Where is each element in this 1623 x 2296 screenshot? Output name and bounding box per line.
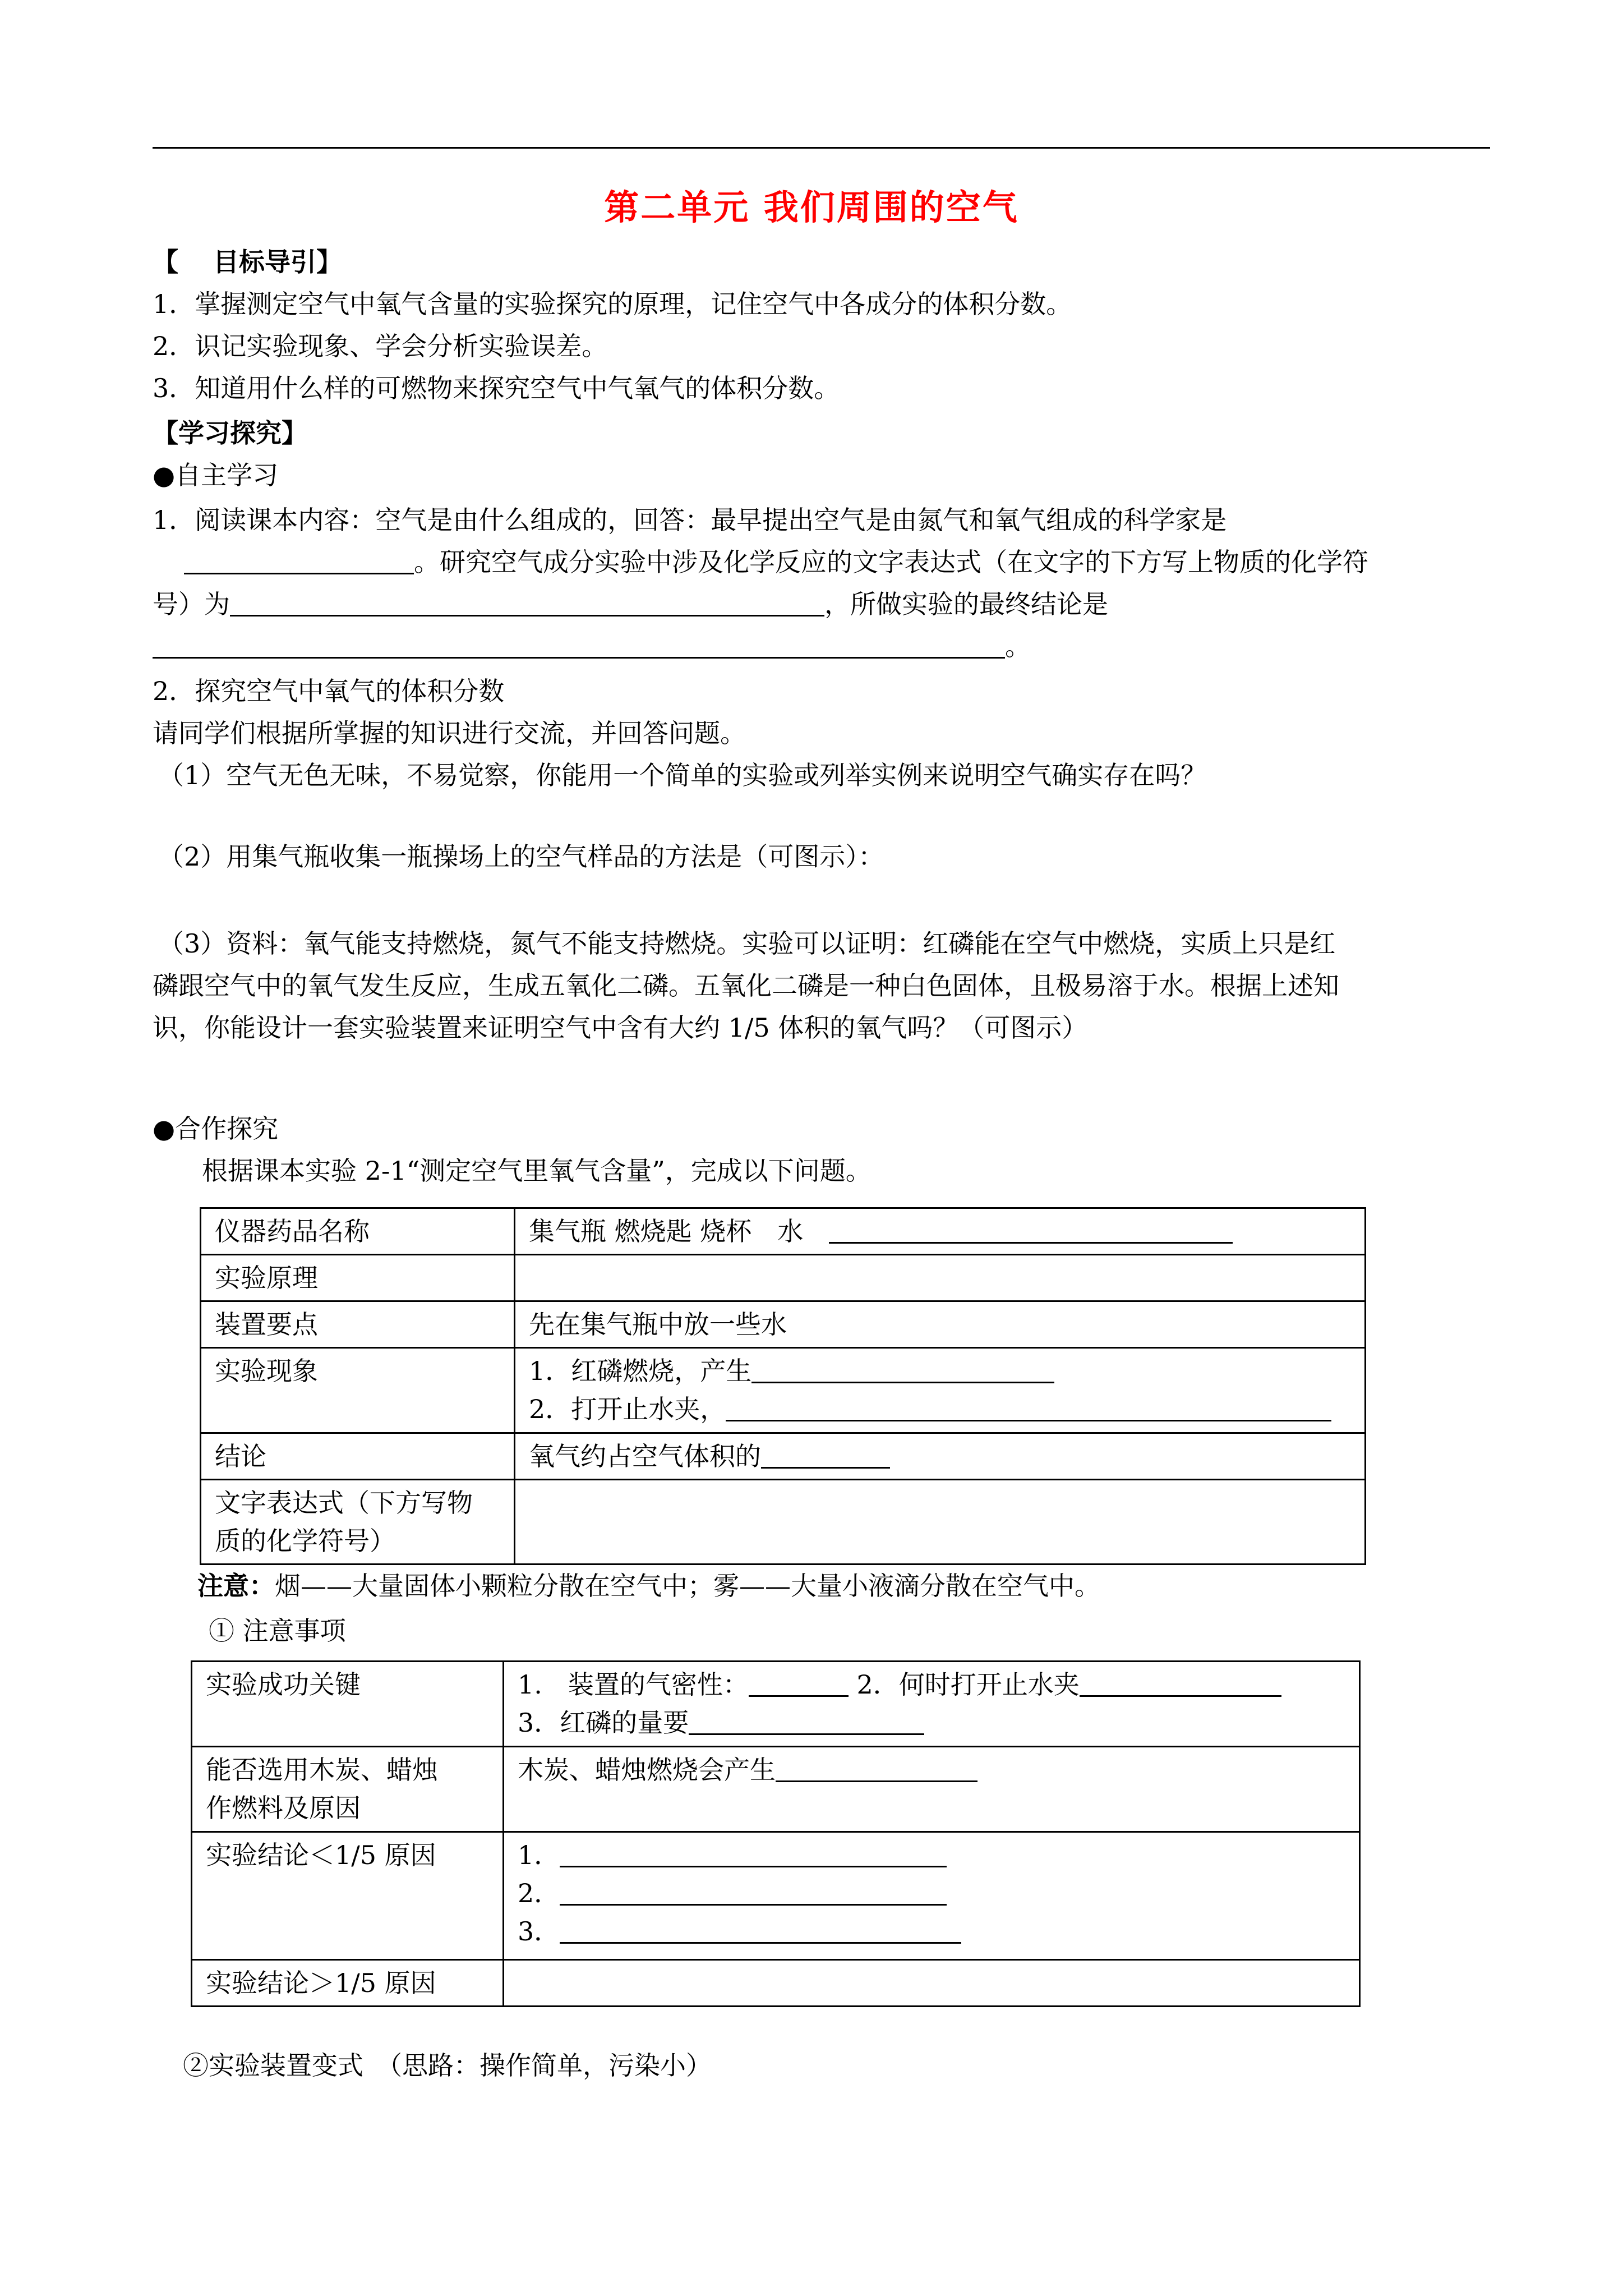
cell-value: 木炭、蜡烛燃烧会产生 bbox=[504, 1747, 1360, 1832]
cell-blank-expression[interactable] bbox=[515, 1480, 1366, 1565]
self-study-heading: ●自主学习 bbox=[153, 460, 279, 490]
blank-conclusion[interactable] bbox=[153, 634, 1005, 659]
blank-scientist[interactable] bbox=[184, 550, 414, 574]
cell-value: 集气瓶 燃烧匙 烧杯 水 bbox=[515, 1208, 1366, 1255]
cell-label: 实验结论＞1/5 原因 bbox=[192, 1960, 504, 2007]
blank-apparatus[interactable] bbox=[829, 1220, 1233, 1244]
cell-blank-principle[interactable] bbox=[515, 1255, 1366, 1301]
study-heading: 【学习探究】 bbox=[153, 418, 307, 448]
cell-label: 仪器药品名称 bbox=[201, 1208, 515, 1255]
cell-value: 先在集气瓶中放一些水 bbox=[515, 1301, 1366, 1348]
blank-byproduct[interactable] bbox=[776, 1758, 978, 1782]
q2-2: （2）用集气瓶收集一瓶操场上的空气样品的方法是（可图示）： bbox=[158, 841, 884, 872]
experiment-table bbox=[200, 1207, 1366, 1565]
q2-1: （1）空气无色无味，不易觉察，你能用一个简单的实验或列举实例来说明空气确实存在吗？ bbox=[158, 760, 1207, 790]
blank-open-clamp[interactable] bbox=[1080, 1673, 1281, 1697]
q1-line-2: 。研究空气成分实验中涉及化学反应的文字表达式（在文字的下方写上物质的化学符 bbox=[153, 547, 1368, 578]
blank-phenomenon-2[interactable] bbox=[726, 1397, 1331, 1421]
cell-label: 结论 bbox=[201, 1433, 515, 1480]
coop-heading: ●合作探究 bbox=[153, 1114, 279, 1144]
blank-equation[interactable] bbox=[230, 592, 824, 616]
cell-label: 实验结论＜1/5 原因 bbox=[192, 1832, 504, 1960]
blank-phenomenon-1[interactable] bbox=[751, 1359, 1054, 1383]
blank-phosphorus-amount[interactable] bbox=[689, 1711, 924, 1735]
blank-reason-2[interactable] bbox=[560, 1881, 947, 1906]
cell-label: 能否选用木炭、蜡烛 作燃料及原因 bbox=[192, 1747, 504, 1832]
cell-label: 实验原理 bbox=[201, 1255, 515, 1301]
q1-line-1: 1．阅读课本内容：空气是由什么组成的，回答：最早提出空气是由氮气和氧气组成的科学家是 bbox=[153, 505, 1227, 535]
blank-airtightness[interactable] bbox=[749, 1673, 849, 1697]
goal-item-3: 3．知道用什么样的可燃物来探究空气中气氧气的体积分数。 bbox=[153, 373, 840, 403]
q2-3-line-3: 识，你能设计一套实验装置来证明空气中含有大约 1/5 体积的氧气吗？（可图示） bbox=[153, 1013, 1088, 1043]
page-title: 第二单元 我们周围的空气 bbox=[604, 187, 1019, 228]
note: 注意：烟——大量固体小颗粒分散在空气中；雾——大量小液滴分散在空气中。 bbox=[197, 1571, 1100, 1601]
q2-title: 2．探究空气中氧气的体积分数 bbox=[153, 676, 505, 706]
notes-table bbox=[191, 1660, 1361, 2007]
cell-blank-over-fifth[interactable] bbox=[504, 1960, 1360, 2007]
cell-label: 实验现象 bbox=[201, 1348, 515, 1433]
blank-reason-3[interactable] bbox=[560, 1920, 961, 1944]
blank-reason-1[interactable] bbox=[560, 1843, 947, 1867]
blank-conclusion-fraction[interactable] bbox=[761, 1444, 890, 1469]
section-1-heading: ① 注意事项 bbox=[209, 1616, 346, 1646]
cell-value: 1．红磷燃烧，产生 2．打开止水夹， bbox=[515, 1348, 1366, 1433]
q1-line-3: 号）为 ，所做实验的最终结论是 bbox=[153, 589, 1108, 619]
goal-item-1: 1．掌握测定空气中氧气含量的实验探究的原理，记住空气中各成分的体积分数。 bbox=[153, 289, 1072, 319]
goal-item-2: 2．识记实验现象、学会分析实验误差。 bbox=[153, 331, 608, 361]
cell-value: 1． 2． 3． bbox=[504, 1832, 1360, 1960]
q2-3-line-1: （3）资料：氧气能支持燃烧，氮气不能支持燃烧。实验可以证明：红磷能在空气中燃烧，实质上只是红 bbox=[158, 928, 1336, 959]
section-2-heading: ②实验装置变式 （思路：操作简单，污染小） bbox=[183, 2050, 712, 2081]
q2-3-line-2: 磷跟空气中的氧气发生反应，生成五氧化二磷。五氧化二磷是一种白色固体，且极易溶于水。根据上述知 bbox=[153, 970, 1339, 1001]
goals-heading: 【 目标导引】 bbox=[153, 247, 343, 277]
top-rule bbox=[153, 147, 1490, 149]
cell-label: 实验成功关键 bbox=[192, 1662, 504, 1747]
cell-label: 装置要点 bbox=[201, 1301, 515, 1348]
q1-line-4: 。 bbox=[153, 631, 1031, 662]
cell-value: 1. 装置的气密性： 2．何时打开止水夹 3．红磷的量要 bbox=[504, 1662, 1360, 1747]
q2-intro: 请同学们根据所掌握的知识进行交流，并回答问题。 bbox=[153, 718, 746, 748]
cell-value: 氧气约占空气体积的 bbox=[515, 1433, 1366, 1480]
coop-intro: 根据课本实验 2-1“测定空气里氧气含量”，完成以下问题。 bbox=[202, 1156, 872, 1186]
cell-label: 文字表达式（下方写物 质的化学符号） bbox=[201, 1480, 515, 1565]
